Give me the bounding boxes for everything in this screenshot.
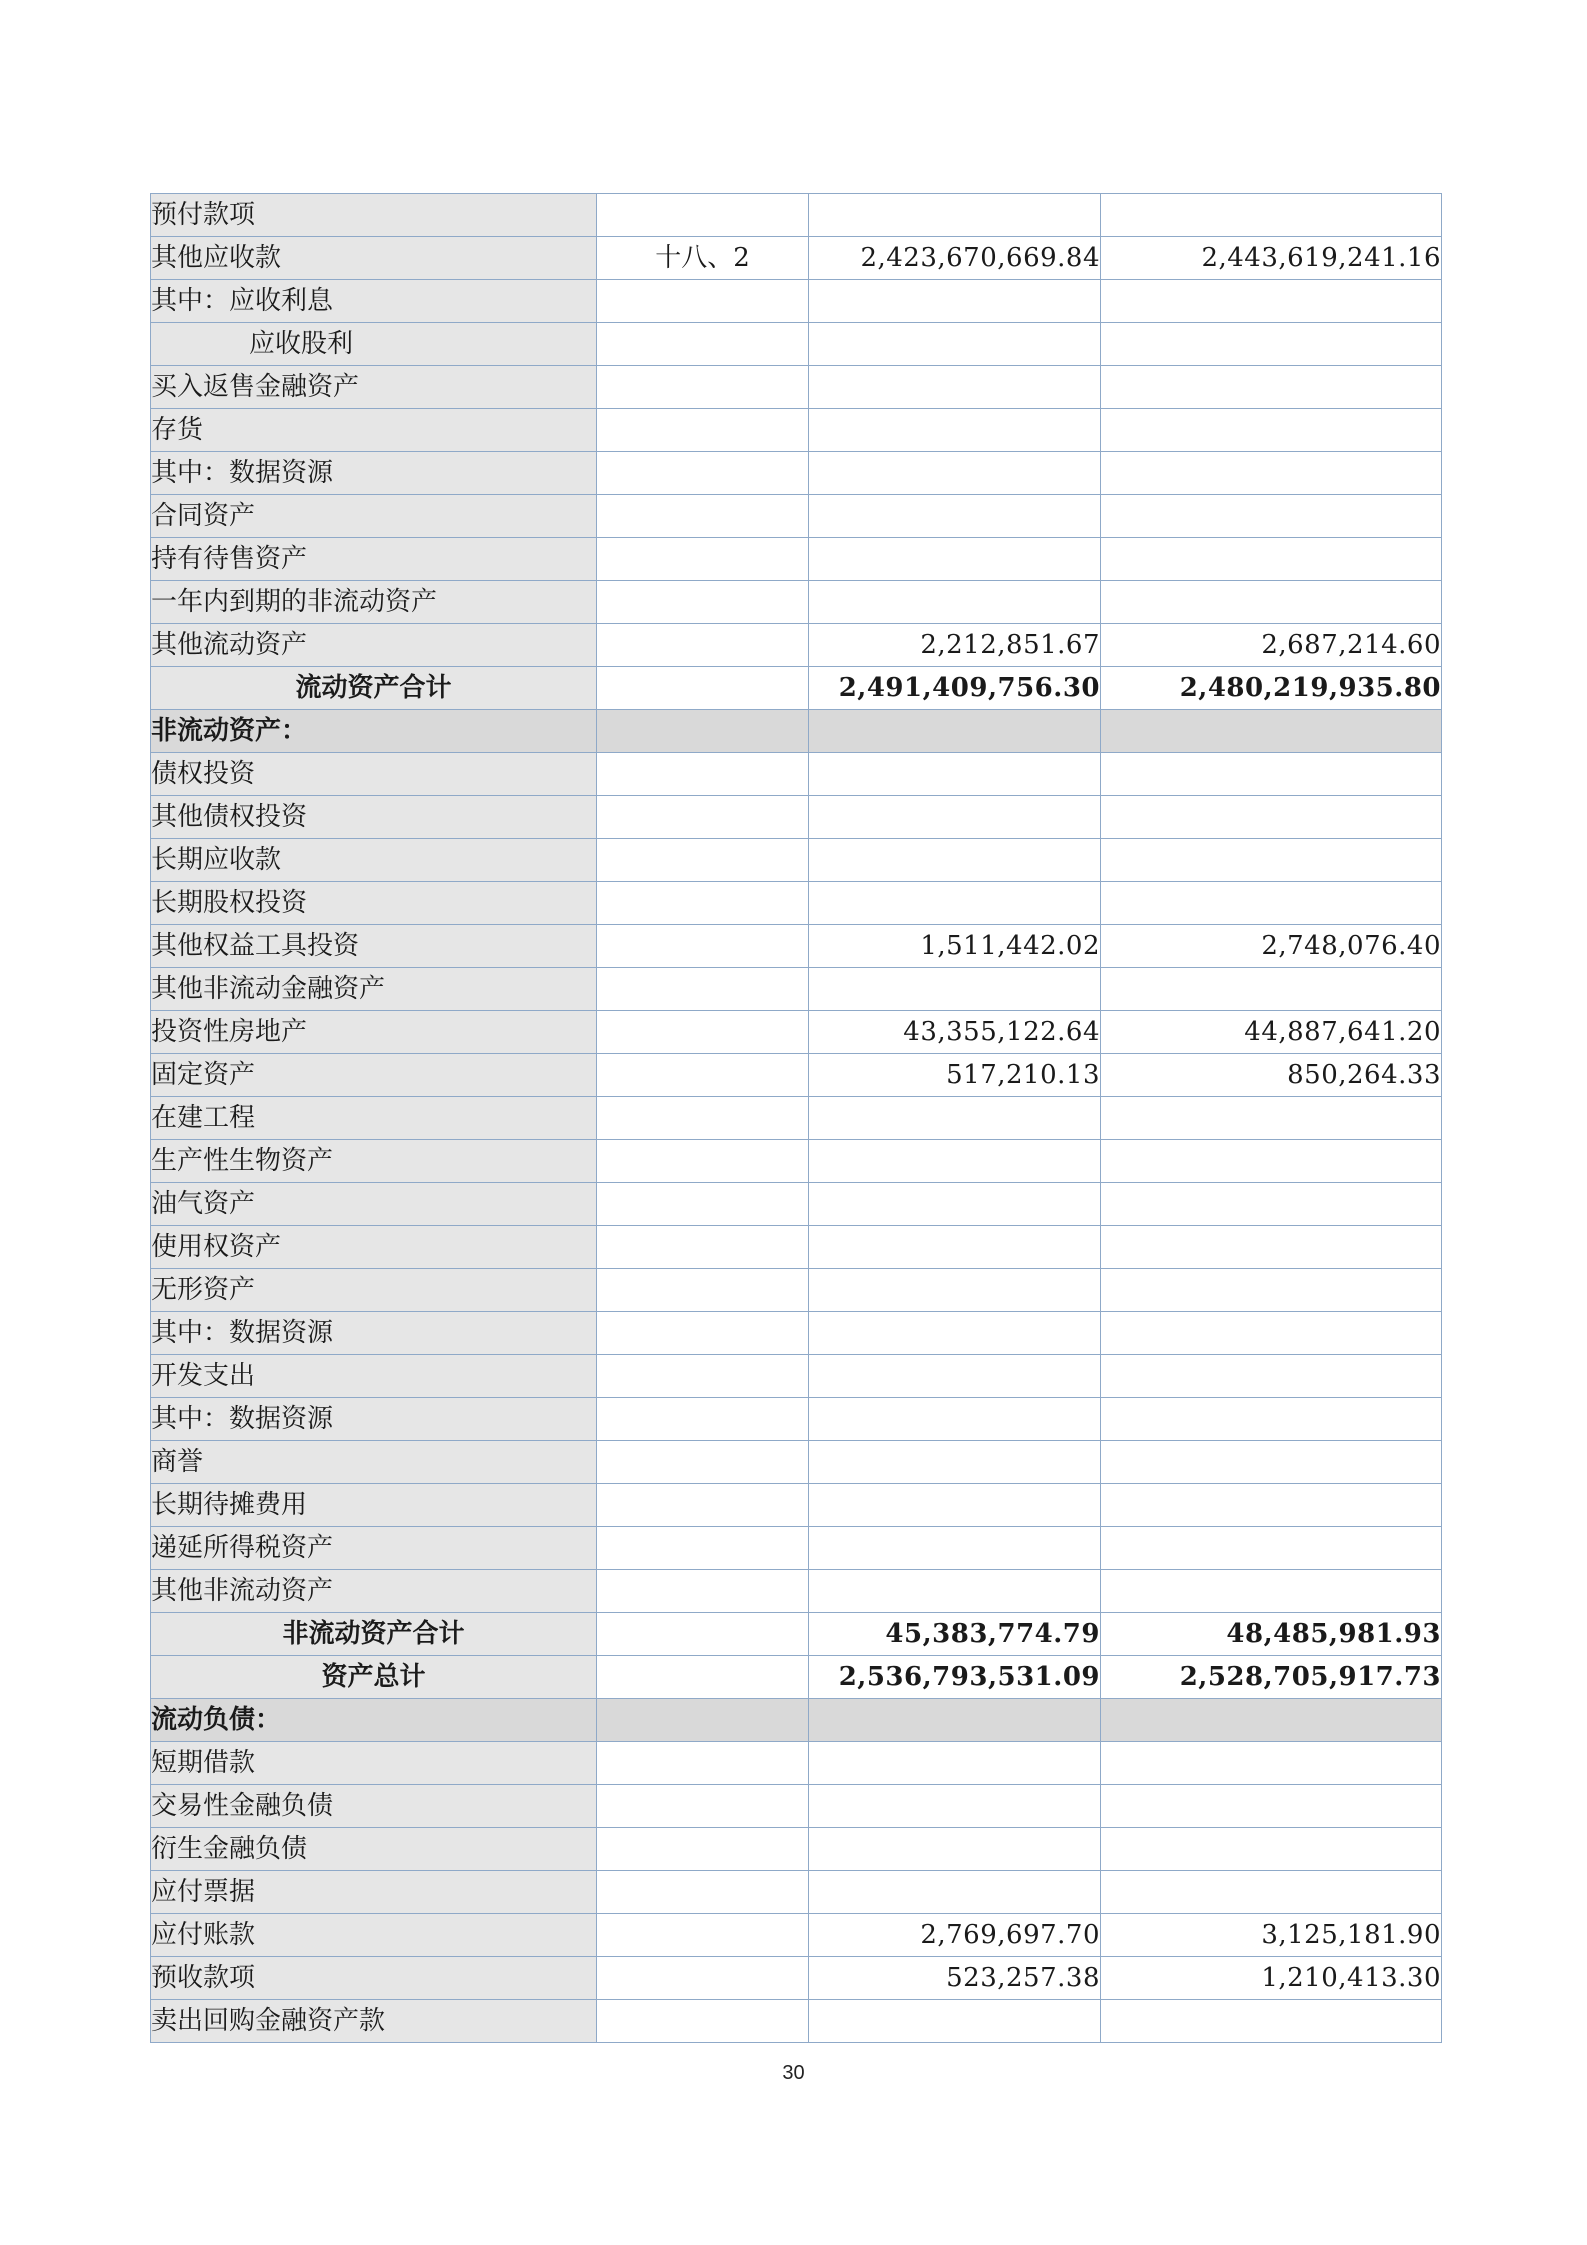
row-note: [597, 753, 809, 796]
row-previous-amount: [1101, 1527, 1442, 1570]
row-note: 十八、2: [597, 237, 809, 280]
row-label: 衍生金融负债: [151, 1828, 597, 1871]
row-current-amount: [809, 452, 1101, 495]
table-row: [151, 753, 1442, 796]
row-previous-amount: [1101, 1570, 1442, 1613]
table-row: [151, 1914, 1442, 1957]
table-row: [151, 710, 1442, 753]
row-label: 债权投资: [151, 753, 597, 796]
row-current-amount: [809, 1140, 1101, 1183]
row-note: [597, 409, 809, 452]
row-label: 递延所得税资产: [151, 1527, 597, 1570]
row-previous-amount: [1101, 581, 1442, 624]
table-row: [151, 538, 1442, 581]
row-label: 其他非流动资产: [151, 1570, 597, 1613]
row-previous-amount: [1101, 1871, 1442, 1914]
row-current-amount: [809, 1527, 1101, 1570]
row-current-amount: [809, 1785, 1101, 1828]
row-current-amount: [809, 538, 1101, 581]
table-row: [151, 1527, 1442, 1570]
row-previous-amount: [1101, 1269, 1442, 1312]
table-row: [151, 1183, 1442, 1226]
row-note: [597, 1957, 809, 2000]
row-note: [597, 323, 809, 366]
table-row: [151, 1226, 1442, 1269]
row-label: 卖出回购金融资产款: [151, 2000, 597, 2043]
row-label: 流动资产合计: [151, 667, 597, 710]
row-current-amount: [809, 1097, 1101, 1140]
row-note: [597, 1828, 809, 1871]
row-label: 其中：数据资源: [151, 1398, 597, 1441]
table-row: [151, 1828, 1442, 1871]
row-current-amount: [809, 1441, 1101, 1484]
row-label: 存货: [151, 409, 597, 452]
row-label: 固定资产: [151, 1054, 597, 1097]
row-label: 其中：应收利息: [151, 280, 597, 323]
row-previous-amount: [1101, 839, 1442, 882]
row-current-amount: [809, 2000, 1101, 2043]
row-previous-amount: [1101, 796, 1442, 839]
row-current-amount: [809, 1183, 1101, 1226]
table-row: [151, 1699, 1442, 1742]
row-previous-amount: [1101, 1785, 1442, 1828]
row-label: 其他权益工具投资: [151, 925, 597, 968]
row-note: [597, 882, 809, 925]
table-row: [151, 194, 1442, 237]
row-note: [597, 1527, 809, 1570]
row-label: 非流动资产合计: [151, 1613, 597, 1656]
row-label: 持有待售资产: [151, 538, 597, 581]
row-note: [597, 624, 809, 667]
table-row: [151, 1613, 1442, 1656]
row-current-amount: 2,769,697.70: [809, 1914, 1101, 1957]
table-row: [151, 1097, 1442, 1140]
row-label: 商誉: [151, 1441, 597, 1484]
row-note: [597, 1441, 809, 1484]
row-note: [597, 1484, 809, 1527]
row-current-amount: [809, 968, 1101, 1011]
row-current-amount: [809, 1484, 1101, 1527]
row-current-amount: 45,383,774.79: [809, 1613, 1101, 1656]
row-label: 使用权资产: [151, 1226, 597, 1269]
row-current-amount: [809, 323, 1101, 366]
row-current-amount: [809, 882, 1101, 925]
row-label: 买入返售金融资产: [151, 366, 597, 409]
row-note: [597, 1613, 809, 1656]
row-previous-amount: [1101, 1441, 1442, 1484]
table-row: [151, 968, 1442, 1011]
row-label: 其他应收款: [151, 237, 597, 280]
row-current-amount: [809, 366, 1101, 409]
row-label: 长期应收款: [151, 839, 597, 882]
table-row: [151, 2000, 1442, 2043]
row-note: [597, 968, 809, 1011]
table-row: [151, 1785, 1442, 1828]
row-previous-amount: [1101, 882, 1442, 925]
row-current-amount: [809, 1871, 1101, 1914]
table-row: [151, 1570, 1442, 1613]
row-note: [597, 1269, 809, 1312]
row-label: 无形资产: [151, 1269, 597, 1312]
row-current-amount: [809, 280, 1101, 323]
row-label: 长期股权投资: [151, 882, 597, 925]
table-row: [151, 882, 1442, 925]
balance-sheet-table: [150, 193, 1442, 2043]
row-label: 应收股利: [151, 323, 597, 366]
table-row: [151, 323, 1442, 366]
row-previous-amount: [1101, 2000, 1442, 2043]
row-previous-amount: [1101, 495, 1442, 538]
row-previous-amount: [1101, 194, 1442, 237]
table-row: [151, 495, 1442, 538]
row-previous-amount: 2,687,214.60: [1101, 624, 1442, 667]
row-previous-amount: 48,485,981.93: [1101, 1613, 1442, 1656]
table-row: [151, 1957, 1442, 2000]
row-label: 投资性房地产: [151, 1011, 597, 1054]
row-note: [597, 839, 809, 882]
row-previous-amount: [1101, 1742, 1442, 1785]
table-row: [151, 1054, 1442, 1097]
row-previous-amount: 1,210,413.30: [1101, 1957, 1442, 2000]
row-current-amount: [809, 581, 1101, 624]
row-note: [597, 538, 809, 581]
table-row: [151, 1742, 1442, 1785]
table-row: [151, 1269, 1442, 1312]
row-current-amount: [809, 1828, 1101, 1871]
row-previous-amount: [1101, 968, 1442, 1011]
row-label: 交易性金融负债: [151, 1785, 597, 1828]
table-row: [151, 925, 1442, 968]
row-previous-amount: 2,528,705,917.73: [1101, 1656, 1442, 1699]
row-current-amount: [809, 753, 1101, 796]
row-current-amount: 523,257.38: [809, 1957, 1101, 2000]
row-current-amount: [809, 1570, 1101, 1613]
row-note: [597, 1656, 809, 1699]
table-row: [151, 409, 1442, 452]
row-previous-amount: [1101, 1097, 1442, 1140]
row-current-amount: [809, 409, 1101, 452]
row-previous-amount: [1101, 1226, 1442, 1269]
row-label: 在建工程: [151, 1097, 597, 1140]
row-previous-amount: [1101, 409, 1442, 452]
row-previous-amount: [1101, 366, 1442, 409]
row-note: [597, 796, 809, 839]
row-current-amount: [809, 1312, 1101, 1355]
row-previous-amount: [1101, 323, 1442, 366]
table-row: [151, 796, 1442, 839]
row-previous-amount: 850,264.33: [1101, 1054, 1442, 1097]
row-note: [597, 1871, 809, 1914]
row-note: [597, 1742, 809, 1785]
table-row: [151, 1871, 1442, 1914]
page-number: 30: [782, 2062, 805, 2084]
row-note: [597, 452, 809, 495]
row-current-amount: 2,491,409,756.30: [809, 667, 1101, 710]
table-row: [151, 624, 1442, 667]
row-label: 其他流动资产: [151, 624, 597, 667]
row-note: [597, 710, 809, 753]
row-note: [597, 1312, 809, 1355]
row-note: [597, 2000, 809, 2043]
row-note: [597, 1570, 809, 1613]
row-previous-amount: [1101, 1183, 1442, 1226]
row-note: [597, 1183, 809, 1226]
row-previous-amount: 3,125,181.90: [1101, 1914, 1442, 1957]
row-label: 长期待摊费用: [151, 1484, 597, 1527]
row-current-amount: [809, 1355, 1101, 1398]
table-row: [151, 667, 1442, 710]
table-row: [151, 839, 1442, 882]
row-note: [597, 1355, 809, 1398]
row-current-amount: [809, 796, 1101, 839]
row-previous-amount: [1101, 280, 1442, 323]
table-row: [151, 1011, 1442, 1054]
row-previous-amount: [1101, 753, 1442, 796]
row-current-amount: 1,511,442.02: [809, 925, 1101, 968]
row-previous-amount: [1101, 1484, 1442, 1527]
row-previous-amount: [1101, 1699, 1442, 1742]
row-label: 一年内到期的非流动资产: [151, 581, 597, 624]
row-note: [597, 1699, 809, 1742]
row-current-amount: 2,423,670,669.84: [809, 237, 1101, 280]
row-previous-amount: [1101, 1355, 1442, 1398]
row-note: [597, 366, 809, 409]
row-previous-amount: [1101, 1140, 1442, 1183]
row-label: 应付票据: [151, 1871, 597, 1914]
row-previous-amount: 2,443,619,241.16: [1101, 237, 1442, 280]
row-previous-amount: 44,887,641.20: [1101, 1011, 1442, 1054]
table-row: [151, 1140, 1442, 1183]
row-label: 其他债权投资: [151, 796, 597, 839]
balance-sheet-body: [151, 194, 1442, 2043]
row-previous-amount: 2,480,219,935.80: [1101, 667, 1442, 710]
row-label: 预收款项: [151, 1957, 597, 2000]
row-label: 应付账款: [151, 1914, 597, 1957]
row-previous-amount: [1101, 1828, 1442, 1871]
row-note: [597, 1785, 809, 1828]
row-current-amount: [809, 710, 1101, 753]
row-current-amount: 517,210.13: [809, 1054, 1101, 1097]
table-row: [151, 366, 1442, 409]
row-previous-amount: 2,748,076.40: [1101, 925, 1442, 968]
table-row: [151, 237, 1442, 280]
row-current-amount: [809, 839, 1101, 882]
table-row: [151, 1312, 1442, 1355]
row-previous-amount: [1101, 538, 1442, 581]
row-note: [597, 1140, 809, 1183]
row-current-amount: [809, 495, 1101, 538]
row-label: 其中：数据资源: [151, 452, 597, 495]
row-label: 合同资产: [151, 495, 597, 538]
row-note: [597, 194, 809, 237]
table-row: [151, 1398, 1442, 1441]
row-note: [597, 925, 809, 968]
row-label: 非流动资产：: [151, 710, 597, 753]
row-label: 开发支出: [151, 1355, 597, 1398]
table-row: [151, 1441, 1442, 1484]
row-label: 油气资产: [151, 1183, 597, 1226]
row-current-amount: 2,536,793,531.09: [809, 1656, 1101, 1699]
row-note: [597, 581, 809, 624]
row-current-amount: [809, 1398, 1101, 1441]
row-label: 其中：数据资源: [151, 1312, 597, 1355]
row-current-amount: [809, 1226, 1101, 1269]
row-note: [597, 495, 809, 538]
row-previous-amount: [1101, 1312, 1442, 1355]
table-row: [151, 1484, 1442, 1527]
row-note: [597, 280, 809, 323]
row-label: 预付款项: [151, 194, 597, 237]
row-previous-amount: [1101, 452, 1442, 495]
table-row: [151, 581, 1442, 624]
row-previous-amount: [1101, 710, 1442, 753]
row-note: [597, 1097, 809, 1140]
row-label: 短期借款: [151, 1742, 597, 1785]
table-row: [151, 452, 1442, 495]
row-note: [597, 1226, 809, 1269]
row-current-amount: [809, 194, 1101, 237]
row-current-amount: 43,355,122.64: [809, 1011, 1101, 1054]
row-note: [597, 1398, 809, 1441]
row-note: [597, 1914, 809, 1957]
row-current-amount: [809, 1742, 1101, 1785]
row-label: 生产性生物资产: [151, 1140, 597, 1183]
row-note: [597, 1011, 809, 1054]
table-row: [151, 280, 1442, 323]
table-row: [151, 1355, 1442, 1398]
row-current-amount: [809, 1699, 1101, 1742]
row-current-amount: 2,212,851.67: [809, 624, 1101, 667]
row-note: [597, 667, 809, 710]
row-current-amount: [809, 1269, 1101, 1312]
row-label: 其他非流动金融资产: [151, 968, 597, 1011]
table-row: [151, 1656, 1442, 1699]
row-note: [597, 1054, 809, 1097]
row-label: 流动负债：: [151, 1699, 597, 1742]
row-label: 资产总计: [151, 1656, 597, 1699]
row-previous-amount: [1101, 1398, 1442, 1441]
